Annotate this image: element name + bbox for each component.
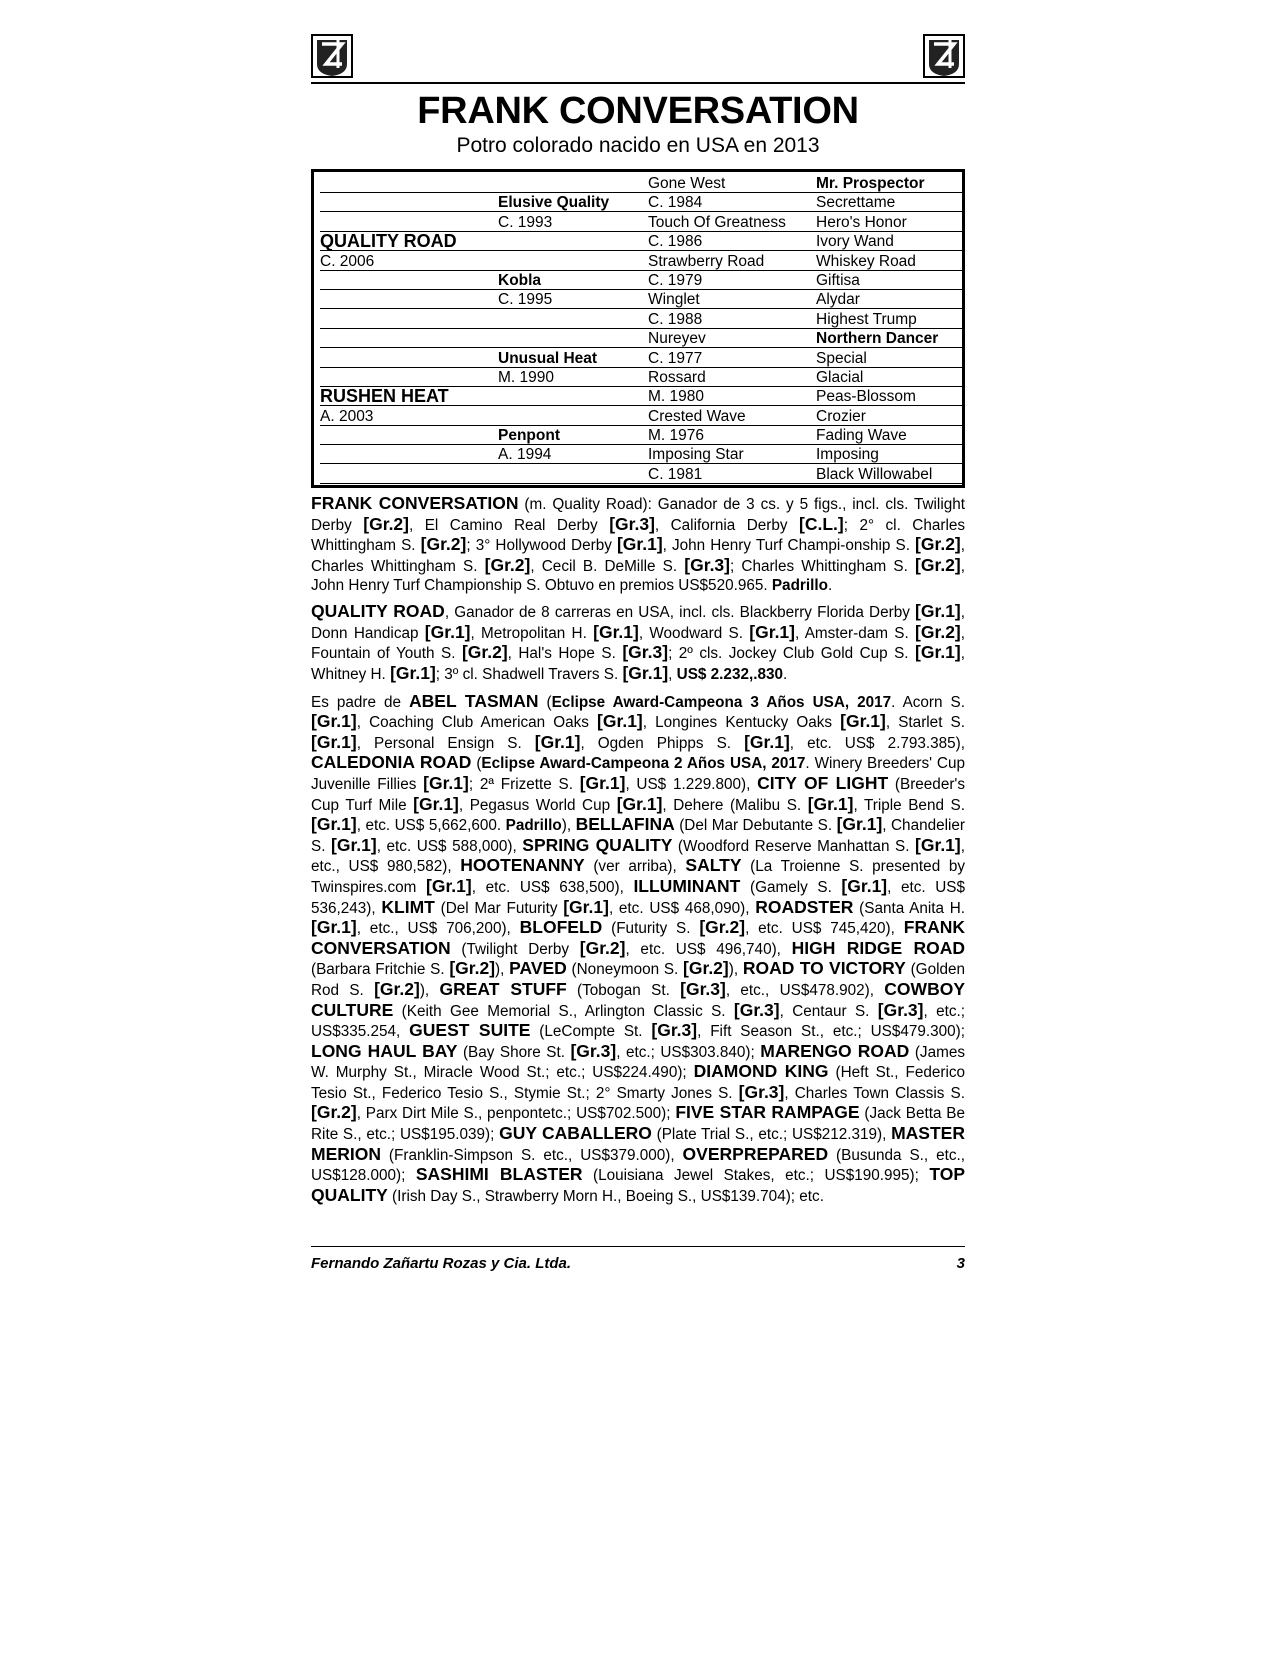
horse-name: CALEDONIA ROAD xyxy=(311,752,472,773)
text-run: ; 3° Hollywood Derby xyxy=(466,537,617,555)
pedigree-cell xyxy=(320,213,498,232)
paragraph xyxy=(311,494,965,595)
pedigree-cell: A. 2003 xyxy=(320,407,498,426)
text-run: ; 2ª Frizette S. xyxy=(468,775,580,793)
text-run: ), xyxy=(419,981,440,999)
text-run: ), xyxy=(728,961,743,979)
text-run: ), xyxy=(495,961,510,979)
horse-name: FRANK CONVERSATION xyxy=(311,493,519,514)
grade-tag: [Gr.1] xyxy=(915,834,961,855)
grade-tag: [Gr.1] xyxy=(390,663,436,683)
pedigree-cell: M. 1980 xyxy=(648,387,816,406)
text-run: , etc. US$ 588,000), xyxy=(376,837,523,855)
pedigree-cell: Northern Dancer xyxy=(816,329,962,348)
grade-tag: [Gr.1] xyxy=(534,731,581,752)
text-run: . Acorn S. xyxy=(891,693,965,711)
text-run: , Chandelier S. xyxy=(311,817,965,855)
text-run: , etc. US$ 5,662,600. xyxy=(356,817,506,835)
pedigree-cell xyxy=(320,174,498,193)
pedigree-cell: C. 1993 xyxy=(498,213,648,232)
pedigree-cell xyxy=(498,310,648,329)
pedigree-cell: Highest Trump xyxy=(816,310,962,329)
horse-name: HOOTENANNY xyxy=(460,855,585,876)
text-run: (Heft St., Federico Tesio St., Federico Tesio S., Stymie St.; 2° Smarty Jones S. xyxy=(311,1064,966,1102)
pedigree-cell: Elusive Quality xyxy=(498,193,648,212)
pedigree-row xyxy=(320,329,956,348)
text-run: , John Henry Turf Championship S. Obtuvo en premios US$520.965. xyxy=(311,558,965,594)
pedigree-cell: Imposing xyxy=(816,445,962,464)
pedigree-cell: M. 1990 xyxy=(498,368,648,387)
text-run: (Twilight Derby xyxy=(450,940,580,958)
text-run: (Tobogan St. xyxy=(566,981,681,999)
pedigree-cell xyxy=(320,465,498,484)
text-run: . xyxy=(782,666,788,683)
pedigree-cell: Touch Of Greatness xyxy=(648,213,816,232)
horse-name: ILLUMINANT xyxy=(633,875,741,896)
grade-tag: [Gr.2] xyxy=(683,958,729,979)
text-run: (Futurity S. xyxy=(602,920,700,938)
bold-text: Eclipse Award-Campeona 3 Años USA, 2017 xyxy=(551,693,892,711)
text-run: , John Henry Turf Champi-onship S. xyxy=(662,537,916,555)
pedigree-row xyxy=(320,387,956,406)
horse-name: HIGH RIDGE ROAD xyxy=(791,937,965,958)
text-run: (Noneymoon S. xyxy=(566,961,684,979)
grade-tag: [Gr.2] xyxy=(579,937,626,958)
pedigree-row xyxy=(320,349,956,368)
grade-tag: [Gr.1] xyxy=(840,711,886,732)
pedigree-cell: Hero's Honor xyxy=(816,213,962,232)
pedigree-row xyxy=(320,174,956,193)
grade-tag: [Gr.1] xyxy=(579,772,626,793)
pedigree-cell: Black Willowabel xyxy=(816,465,962,484)
pedigree-cell: C. 1977 xyxy=(648,349,816,368)
pedigree-cell: Nureyev xyxy=(648,329,816,348)
text-run: (Gamely S. xyxy=(740,878,842,896)
text-run: , Longines Kentucky Oaks xyxy=(642,714,841,732)
horse-name: FIVE STAR RAMPAGE xyxy=(675,1102,860,1123)
grade-tag: [C.L.] xyxy=(799,513,844,534)
pedigree-cell xyxy=(320,310,498,329)
horse-name: BLOFELD xyxy=(519,917,603,938)
pedigree-cell xyxy=(498,329,648,348)
pedigree-row xyxy=(320,271,956,290)
pedigree-cell: Unusual Heat xyxy=(498,349,648,368)
text-run: (Santa Anita H. xyxy=(853,899,966,917)
text-run: (Golden Rod S. xyxy=(311,961,965,999)
text-run: ; 2° cl. Charles Whittingham S. xyxy=(311,516,966,555)
text-run: , xyxy=(668,666,677,683)
pedigree-cell: Alydar xyxy=(816,290,962,309)
pedigree-cell: Mr. Prospector xyxy=(816,174,962,193)
text-run: , etc.; US$335.254, xyxy=(311,1002,966,1041)
pedigree-cell xyxy=(320,426,498,445)
logo-shield-icon xyxy=(311,34,353,78)
pedigree-cell: Secrettame xyxy=(816,193,962,212)
pedigree-cell: Giftisa xyxy=(816,271,962,290)
grade-tag: [Gr.3] xyxy=(877,999,924,1020)
text-run: , Whitney H. xyxy=(311,645,965,683)
horse-name: CITY OF LIGHT xyxy=(757,772,889,793)
grade-tag: [Gr.1] xyxy=(622,663,669,683)
text-run: , etc.; US$303.840); xyxy=(616,1043,761,1061)
text-run: , Coaching Club American Oaks xyxy=(356,714,598,732)
grade-tag: [Gr.1] xyxy=(841,875,888,896)
pedigree-cell: Rossard xyxy=(648,368,816,387)
pedigree-cell: QUALITY ROAD xyxy=(320,232,498,251)
grade-tag: [Gr.2] xyxy=(449,958,496,979)
grade-tag: [Gr.2] xyxy=(374,978,420,999)
body-text xyxy=(311,494,965,1206)
pedigree-cell: C. 1988 xyxy=(648,310,816,329)
pedigree-cell: C. 1986 xyxy=(648,232,816,251)
pedigree-cell xyxy=(498,252,648,271)
pedigree-row xyxy=(320,445,956,464)
text-run: (Irish Day S., Strawberry Morn H., Boeing S., US$139.704); etc. xyxy=(387,1187,824,1205)
pedigree-cell xyxy=(498,232,648,251)
text-run: , etc. US$ 638,500), xyxy=(471,878,634,896)
page-number: 3 xyxy=(956,1255,965,1272)
text-run: . xyxy=(827,576,833,594)
grade-tag: [Gr.2] xyxy=(915,534,961,555)
paragraph xyxy=(311,602,965,684)
horse-name: ROADSTER xyxy=(755,896,854,917)
text-run: (James W. Murphy St., Miracle Wood St.; etc.; US$224.490); xyxy=(311,1043,965,1082)
text-run: , etc., US$ 706,200), xyxy=(356,920,520,938)
pedigree-cell: Ivory Wand xyxy=(816,232,962,251)
pedigree-row xyxy=(320,290,956,309)
text-run: (Breeder's Cup Turf Mile xyxy=(311,775,965,814)
pedigree-table xyxy=(311,169,965,488)
pedigree-cell xyxy=(320,445,498,464)
text-run: ( xyxy=(471,755,482,773)
grade-tag: [Gr.1] xyxy=(616,793,663,814)
horse-name: SALTY xyxy=(685,855,742,876)
pedigree-row xyxy=(320,368,956,387)
document-page xyxy=(311,30,965,1213)
pedigree-cell: C. 1981 xyxy=(648,465,816,484)
pedigree-cell xyxy=(498,465,648,484)
horse-title: FRANK CONVERSATION xyxy=(417,90,859,132)
text-run: , Cecil B. DeMille S. xyxy=(530,558,685,576)
grade-tag: [Gr.3] xyxy=(684,555,730,576)
pedigree-cell xyxy=(320,368,498,387)
logo-shield-icon xyxy=(923,34,965,78)
pedigree-cell xyxy=(320,193,498,212)
text-run: ; 2º cls. Jockey Club Gold Cup S. xyxy=(668,645,916,663)
text-run: , Hal's Hope S. xyxy=(507,645,623,663)
text-run: , Parx Dirt Mile S., penpontetc.; US$702.500); xyxy=(356,1105,676,1123)
pedigree-cell xyxy=(498,387,648,406)
grade-tag: [Gr.3] xyxy=(738,1081,785,1102)
horse-name: GUEST SUITE xyxy=(409,1020,531,1041)
pedigree-cell xyxy=(320,290,498,309)
pedigree-cell: RUSHEN HEAT xyxy=(320,387,498,406)
grade-tag: [Gr.1] xyxy=(311,731,357,752)
horse-name: GUY CABALLERO xyxy=(499,1123,652,1144)
text-run: , Fift Season St., etc.; US$479.300); xyxy=(697,1023,965,1041)
pedigree-cell: Imposing Star xyxy=(648,445,816,464)
header-rule xyxy=(311,30,965,84)
text-run: , Fountain of Youth S. xyxy=(311,624,966,663)
text-run: , US$ 1.229.800), xyxy=(625,775,758,793)
pedigree-cell: Peas-Blossom xyxy=(816,387,962,406)
grade-tag: [Gr.1] xyxy=(836,814,883,835)
text-run: . Winery Breeders' Cup Juvenille Fillies xyxy=(311,755,965,793)
text-run: (Busunda S., etc., US$128.000); xyxy=(311,1146,965,1185)
text-run: (LeCompte St. xyxy=(530,1023,652,1041)
text-run: , etc. US$ 468,090), xyxy=(608,899,756,917)
horse-name: SASHIMI BLASTER xyxy=(415,1164,583,1185)
footer-company: Fernando Zañartu Rozas y Cia. Ltda. xyxy=(311,1255,572,1272)
text-run: , El Camino Real Derby xyxy=(409,516,610,534)
text-run: (Del Mar Futurity xyxy=(434,899,564,917)
text-run: , Charles Town Classis S. xyxy=(784,1084,965,1102)
text-run: Es padre de xyxy=(311,693,409,711)
horse-name: ROAD TO VICTORY xyxy=(742,958,906,979)
bold-text: US$ 2.232,.830 xyxy=(676,666,783,683)
page-footer xyxy=(311,1246,965,1272)
grade-tag: [Gr.1] xyxy=(749,621,795,642)
text-run: ), xyxy=(561,817,576,835)
text-run: , Ogden Phipps S. xyxy=(580,734,745,752)
pedigree-cell: Penpont xyxy=(498,426,648,445)
text-run: (Woodford Reserve Manhattan S. xyxy=(672,837,916,855)
grade-tag: [Gr.1] xyxy=(331,834,377,855)
horse-name: TOP QUALITY xyxy=(311,1164,965,1205)
text-run: , etc. US$ 536,243), xyxy=(311,878,966,917)
text-run: , California Derby xyxy=(654,516,799,534)
text-run: (ver arriba), xyxy=(584,858,686,876)
pedigree-cell: Crozier xyxy=(816,407,962,426)
grade-tag: [Gr.1] xyxy=(423,772,469,793)
grade-tag: [Gr.1] xyxy=(597,711,643,732)
grade-tag: [Gr.3] xyxy=(680,978,726,999)
horse-name: GREAT STUFF xyxy=(439,978,567,999)
paragraph xyxy=(311,692,965,1207)
pedigree-cell xyxy=(320,271,498,290)
text-run: (Louisiana Jewel Stakes, etc.; US$190.995); xyxy=(582,1167,930,1185)
pedigree-cell: Kobla xyxy=(498,271,648,290)
horse-name: KLIMT xyxy=(381,896,435,917)
text-run: , Starlet S. xyxy=(885,714,965,732)
pedigree-row xyxy=(320,193,956,212)
grade-tag: [Gr.2] xyxy=(311,1102,357,1123)
text-run: , Amster-dam S. xyxy=(795,624,916,642)
pedigree-cell: M. 1976 xyxy=(648,426,816,445)
grade-tag: [Gr.1] xyxy=(424,621,471,642)
horse-name: BELLAFINA xyxy=(575,814,675,835)
text-run: , Donn Handicap xyxy=(311,604,966,642)
grade-tag: [Gr.3] xyxy=(609,513,655,534)
horse-name: FRANK CONVERSATION xyxy=(311,917,965,958)
pedigree-cell: Fading Wave xyxy=(816,426,962,445)
pedigree-cell xyxy=(320,349,498,368)
horse-name: SPRING QUALITY xyxy=(522,834,673,855)
text-run: , Pegasus World Cup xyxy=(458,796,617,814)
grade-tag: [Gr.2] xyxy=(484,555,531,576)
pedigree-row xyxy=(320,407,956,426)
text-run: , Charles Whittingham S. xyxy=(311,537,966,576)
pedigree-cell: C. 1979 xyxy=(648,271,816,290)
pedigree-cell: Crested Wave xyxy=(648,407,816,426)
horse-name: LONG HAUL BAY xyxy=(311,1040,458,1061)
bold-text: Padrillo xyxy=(771,576,828,594)
text-run: , etc., US$478.902), xyxy=(725,981,885,999)
grade-tag: [Gr.1] xyxy=(311,814,357,835)
pedigree-cell xyxy=(320,329,498,348)
horse-name: COWBOY CULTURE xyxy=(311,978,965,1020)
text-run: , Personal Ensign S. xyxy=(356,734,535,752)
pedigree-cell: Special xyxy=(816,349,962,368)
text-run: (La Troienne S. presented by Twinspires.com xyxy=(311,858,965,896)
grade-tag: [Gr.2] xyxy=(915,621,961,642)
horse-name: OVERPREPARED xyxy=(682,1143,829,1164)
text-run: ; Charles Whittingham S. xyxy=(730,558,916,576)
horse-name: QUALITY ROAD xyxy=(311,601,445,622)
horse-subtitle: Potro colorado nacido en USA en 2013 xyxy=(456,134,820,157)
horse-name: DIAMOND KING xyxy=(693,1061,829,1082)
pedigree-cell: Winglet xyxy=(648,290,816,309)
pedigree-row xyxy=(320,310,956,329)
text-run: (Del Mar Debutante S. xyxy=(674,817,837,835)
text-run: , etc. US$ 496,740), xyxy=(625,940,792,958)
pedigree-row xyxy=(320,465,956,484)
horse-name: PAVED xyxy=(509,958,567,979)
text-run: , Woodward S. xyxy=(638,624,750,642)
grade-tag: [Gr.1] xyxy=(593,621,639,642)
text-run: (m. Quality Road): Ganador de 3 cs. y 5 figs., incl. cls. Twilight Derby xyxy=(311,496,965,534)
grade-tag: [Gr.1] xyxy=(426,875,472,896)
grade-tag: [Gr.1] xyxy=(744,731,790,752)
bold-text: Eclipse Award-Campeona 2 Años USA, 2017 xyxy=(481,755,806,773)
grade-tag: [Gr.3] xyxy=(622,642,669,663)
pedigree-cell: Gone West xyxy=(648,174,816,193)
grade-tag: [Gr.2] xyxy=(461,642,508,663)
grade-tag: [Gr.1] xyxy=(616,534,663,555)
text-run: (Barbara Fritchie S. xyxy=(311,961,450,979)
pedigree-cell: Strawberry Road xyxy=(648,252,816,271)
grade-tag: [Gr.1] xyxy=(563,896,609,917)
text-run: , etc. US$ 745,420), xyxy=(745,920,904,938)
horse-name: ABEL TASMAN xyxy=(409,690,539,711)
text-run: (Franklin-Simpson S. etc., US$379.000), xyxy=(381,1146,683,1164)
text-run: (Jack Betta Be Rite S., etc.; US$195.039); xyxy=(311,1105,965,1144)
pedigree-row xyxy=(320,232,956,251)
horse-name: MARENGO ROAD xyxy=(760,1040,910,1061)
text-run: (Keith Gee Memorial S., Arlington Classic S. xyxy=(393,1002,734,1020)
pedigree-cell: C. 2006 xyxy=(320,252,498,271)
pedigree-cell: C. 1995 xyxy=(498,290,648,309)
bold-text: Padrillo xyxy=(505,817,562,835)
pedigree-row xyxy=(320,252,956,271)
grade-tag: [Gr.1] xyxy=(413,793,459,814)
text-run: , etc. US$ 2.793.385), xyxy=(789,734,965,752)
text-run: ( xyxy=(538,693,552,711)
text-run: , Triple Bend S. xyxy=(853,796,965,814)
text-run: , Dehere (Malibu S. xyxy=(662,796,808,814)
grade-tag: [Gr.2] xyxy=(363,513,409,534)
grade-tag: [Gr.1] xyxy=(311,917,357,938)
pedigree-cell xyxy=(498,174,648,193)
pedigree-cell xyxy=(498,407,648,426)
text-run: ; 3º cl. Shadwell Travers S. xyxy=(435,666,623,683)
text-run: , Centaur S. xyxy=(779,1002,878,1020)
text-run: (Bay Shore St. xyxy=(457,1043,571,1061)
pedigree-cell: Glacial xyxy=(816,368,962,387)
pedigree-row xyxy=(320,213,956,232)
text-run: , etc., US$ 980,582), xyxy=(311,837,965,876)
text-run: , Ganador de 8 carreras en USA, incl. cls. Blackberry Florida Derby xyxy=(444,604,916,622)
text-run: , Metropolitan H. xyxy=(470,624,594,642)
pedigree-cell: C. 1984 xyxy=(648,193,816,212)
grade-tag: [Gr.1] xyxy=(807,793,854,814)
horse-name: MASTER MERION xyxy=(311,1123,965,1164)
grade-tag: [Gr.2] xyxy=(420,534,467,555)
pedigree-cell: A. 1994 xyxy=(498,445,648,464)
grade-tag: [Gr.3] xyxy=(651,1020,698,1041)
grade-tag: [Gr.1] xyxy=(915,642,961,663)
pedigree-row xyxy=(320,426,956,445)
grade-tag: [Gr.3] xyxy=(570,1040,617,1061)
grade-tag: [Gr.1] xyxy=(311,711,357,732)
grade-tag: [Gr.3] xyxy=(733,999,780,1020)
grade-tag: [Gr.2] xyxy=(915,555,961,576)
pedigree-cell: Whiskey Road xyxy=(816,252,962,271)
text-run: (Plate Trial S., etc.; US$212.319), xyxy=(651,1126,892,1144)
grade-tag: [Gr.1] xyxy=(915,601,961,622)
grade-tag: [Gr.2] xyxy=(699,917,746,938)
